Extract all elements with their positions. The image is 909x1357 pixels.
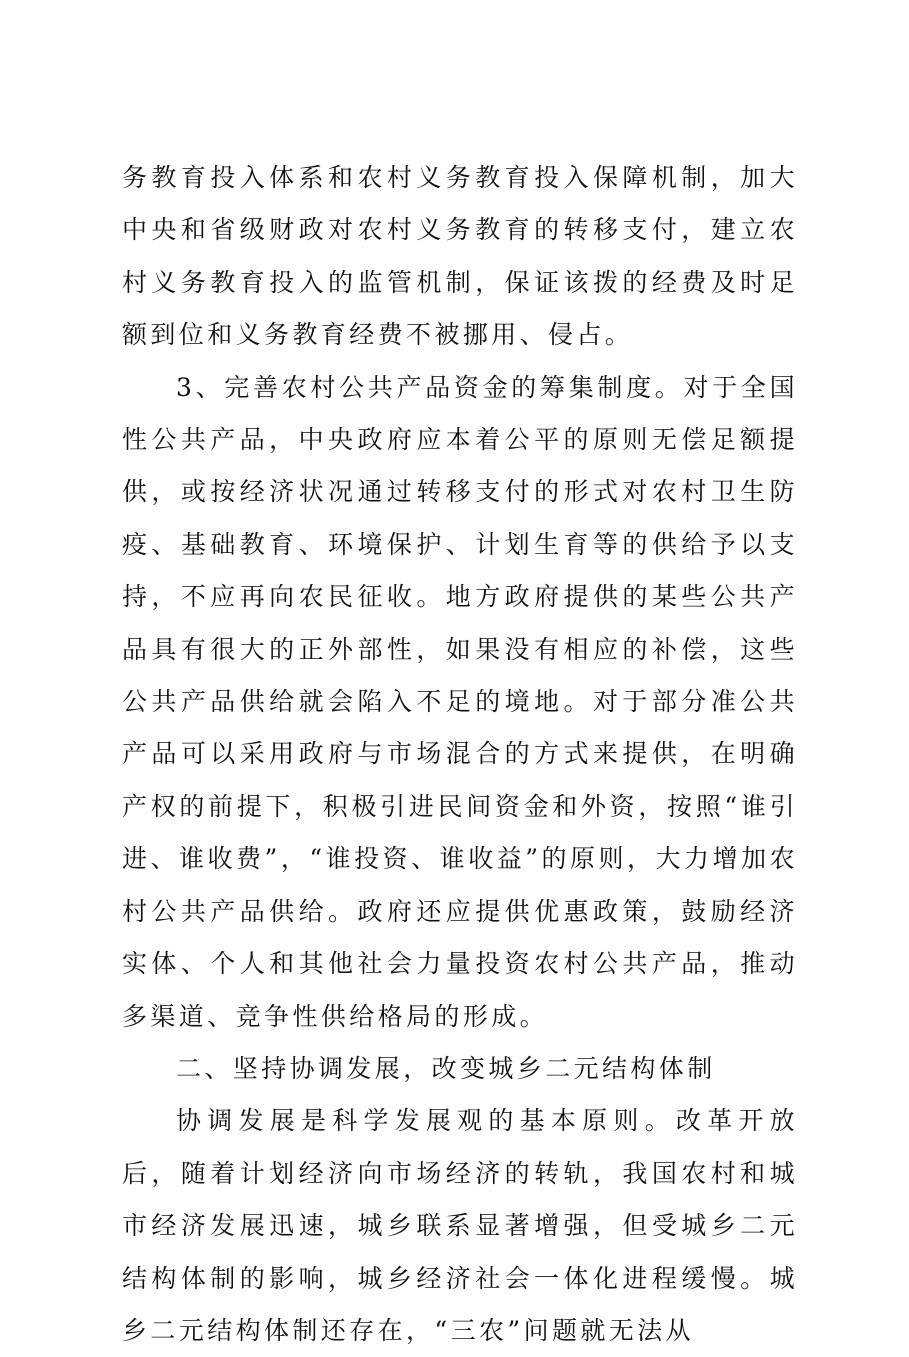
paragraph-continuation: 务教育投入体系和农村义务教育投入保障机制，加大中央和省级财政对农村义务教育的转移支付，建立农村义务教育投入的监管机制，保证该拨的经费及时足额到位和义务教育经费不被挪用、侵占。: [122, 163, 798, 350]
section-heading: 二、坚持协调发展，改变城乡二元结构体制: [176, 1053, 716, 1083]
paragraph-funding-system: 3、完善农村公共产品资金的筹集制度。对于全国性公共产品，中央政府应本着公平的原则无偿足额提供，或按经济状况通过转移支付的形式对农村卫生防疫、基础教育、环境保护、计划生育等的供给予以支持，不应再向农民征收。地方政府提供的某些公共产品具有很大的正外部性，如果没有相应的补偿，这些公共产品供给就会陷入不足的境地。对于部分准公共产品可以采用政府与市场混合的方式来提供，在明确产权的前提下，积极引进民间资金和外资，按照“谁引进、谁收费”，“谁投资、谁收益”的原则，大力增加农村公共产品供给。政府还应提供优惠政策，鼓励经济实体、个人和其他社会力量投资农村公共产品，推动多渠道、竞争性供给格局的形成。: [122, 372, 798, 1031]
paragraph-coordinated-development: 协调发展是科学发展观的基本原则。改革开放后，随着计划经济向市场经济的转轨，我国农村和城市经济发展迅速，城乡联系显著增强，但受城乡二元结构体制的影响，城乡经济社会一体化进程缓慢。城乡二元结构体制还存在，“三农”问题就无法从: [122, 1106, 798, 1345]
document-body: [122, 152, 798, 1357]
